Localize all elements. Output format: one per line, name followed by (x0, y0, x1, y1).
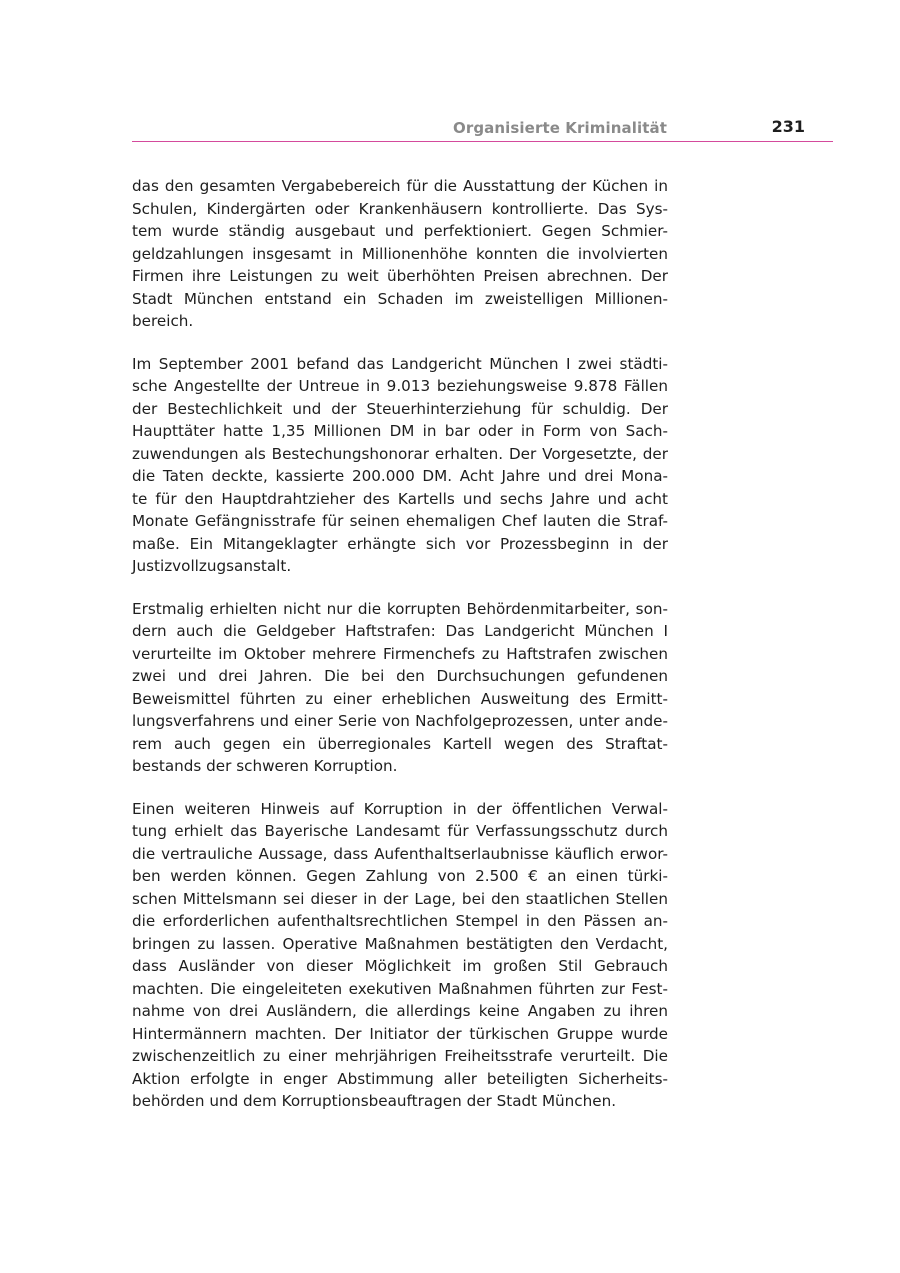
text-line: die vertrauliche Aussage, dass Aufenthaltserlaubnisse käuflich erwor- (132, 844, 668, 863)
text-line: Justizvollzugsanstalt. (132, 557, 292, 575)
text-line: Monate Gefängnisstrafe für seinen ehemaligen Chef lauten die Straf- (132, 512, 668, 530)
text-line: tung erhielt das Bayerische Landesamt für Verfassungsschutz durch (132, 822, 668, 840)
text-line: die Taten deckte, kassierte 200.000 DM. Acht Jahre und drei Mona- (132, 467, 668, 485)
text-line: Haupttäter hatte 1,35 Millionen DM in bar oder in Form von Sach- (132, 422, 668, 440)
running-header (132, 116, 832, 140)
text-line: te für den Hauptdrahtzieher des Kartells und sechs Jahre und acht (132, 489, 668, 508)
paragraph-3 (132, 598, 668, 778)
text-line: sche Angestellte der Untreue in 9.013 beziehungsweise 9.878 Fällen (132, 377, 668, 395)
text-line: Aktion erfolgte in enger Abstimmung aller beteiligten Sicherheits- (132, 1069, 668, 1088)
text-line: verurteilte im Oktober mehrere Firmenchefs zu Haftstrafen zwischen (132, 644, 668, 663)
text-line: bringen zu lassen. Operative Maßnahmen bestätigten den Verdacht, (132, 934, 668, 953)
running-title: Organisierte Kriminalität (452, 119, 667, 137)
text-line: behörden und dem Korruptionsbeauftragen der Stadt München. (132, 1092, 617, 1110)
text-line: das den gesamten Vergabebereich für die Ausstattung der Küchen in (132, 177, 668, 195)
paragraph-1 (132, 175, 668, 333)
text-line: machten. Die eingeleiteten exekutiven Maßnahmen führten zur Fest- (132, 979, 668, 998)
body-text (132, 175, 668, 1133)
text-line: bestands der schweren Korruption. (132, 757, 398, 775)
text-line: Firmen ihre Leistungen zu weit überhöhten Preisen abrechnen. Der (132, 267, 668, 285)
text-line: dern auch die Geldgeber Haftstrafen: Das Landgericht München I (132, 622, 668, 640)
text-line: Stadt München entstand ein Schaden im zweistelligen Millionen- (132, 289, 668, 308)
text-line: Einen weiteren Hinweis auf Korruption in der öffentlichen Verwal- (132, 799, 668, 818)
text-line: Beweismittel führten zu einer erheblichen Ausweitung des Ermitt- (132, 689, 668, 708)
header-rule (132, 141, 833, 142)
text-line: Im September 2001 befand das Landgericht München I zwei städti- (132, 354, 668, 373)
text-line: die erforderlichen aufenthaltsrechtlichen Stempel in den Pässen an- (132, 912, 668, 930)
text-line: tem wurde ständig ausgebaut und perfektioniert. Gegen Schmier- (132, 222, 668, 240)
text-line: zuwendungen als Bestechungshonorar erhalten. Der Vorgesetzte, der (132, 444, 668, 463)
text-line: maße. Ein Mitangeklagter erhängte sich vor Prozessbeginn in der (132, 534, 668, 553)
page-number: 231 (771, 117, 805, 136)
paragraph-2 (132, 353, 668, 578)
text-line: geldzahlungen insgesamt in Millionenhöhe konnten die involvierten (132, 244, 668, 263)
text-line: zwischenzeitlich zu einer mehrjährigen Freiheitsstrafe verurteilt. Die (132, 1047, 668, 1065)
text-line: zwei und drei Jahren. Die bei den Durchsuchungen gefundenen (132, 667, 668, 685)
paragraph-4 (132, 798, 668, 1113)
text-line: lungsverfahrens und einer Serie von Nachfolgeprozessen, unter ande- (132, 712, 668, 730)
text-line: ben werden können. Gegen Zahlung von 2.500 € an einen türki- (132, 867, 668, 885)
text-line: Erstmalig erhielten nicht nur die korrupten Behördenmitarbeiter, son- (132, 599, 668, 618)
text-line: Hintermännern machten. Der Initiator der türkischen Gruppe wurde (132, 1024, 668, 1043)
text-line: schen Mittelsmann sei dieser in der Lage, bei den staatlichen Stellen (132, 889, 668, 908)
text-line: dass Ausländer von dieser Möglichkeit im großen Stil Gebrauch (132, 957, 668, 975)
text-line: der Bestechlichkeit und der Steuerhinterziehung für schuldig. Der (132, 399, 668, 418)
text-line: bereich. (132, 312, 194, 330)
text-line: nahme von drei Ausländern, die allerdings keine Angaben zu ihren (132, 1002, 668, 1020)
text-line: Schulen, Kindergärten oder Krankenhäusern kontrollierte. Das Sys- (132, 199, 668, 218)
text-line: rem auch gegen ein überregionales Kartell wegen des Straftat- (132, 734, 668, 753)
